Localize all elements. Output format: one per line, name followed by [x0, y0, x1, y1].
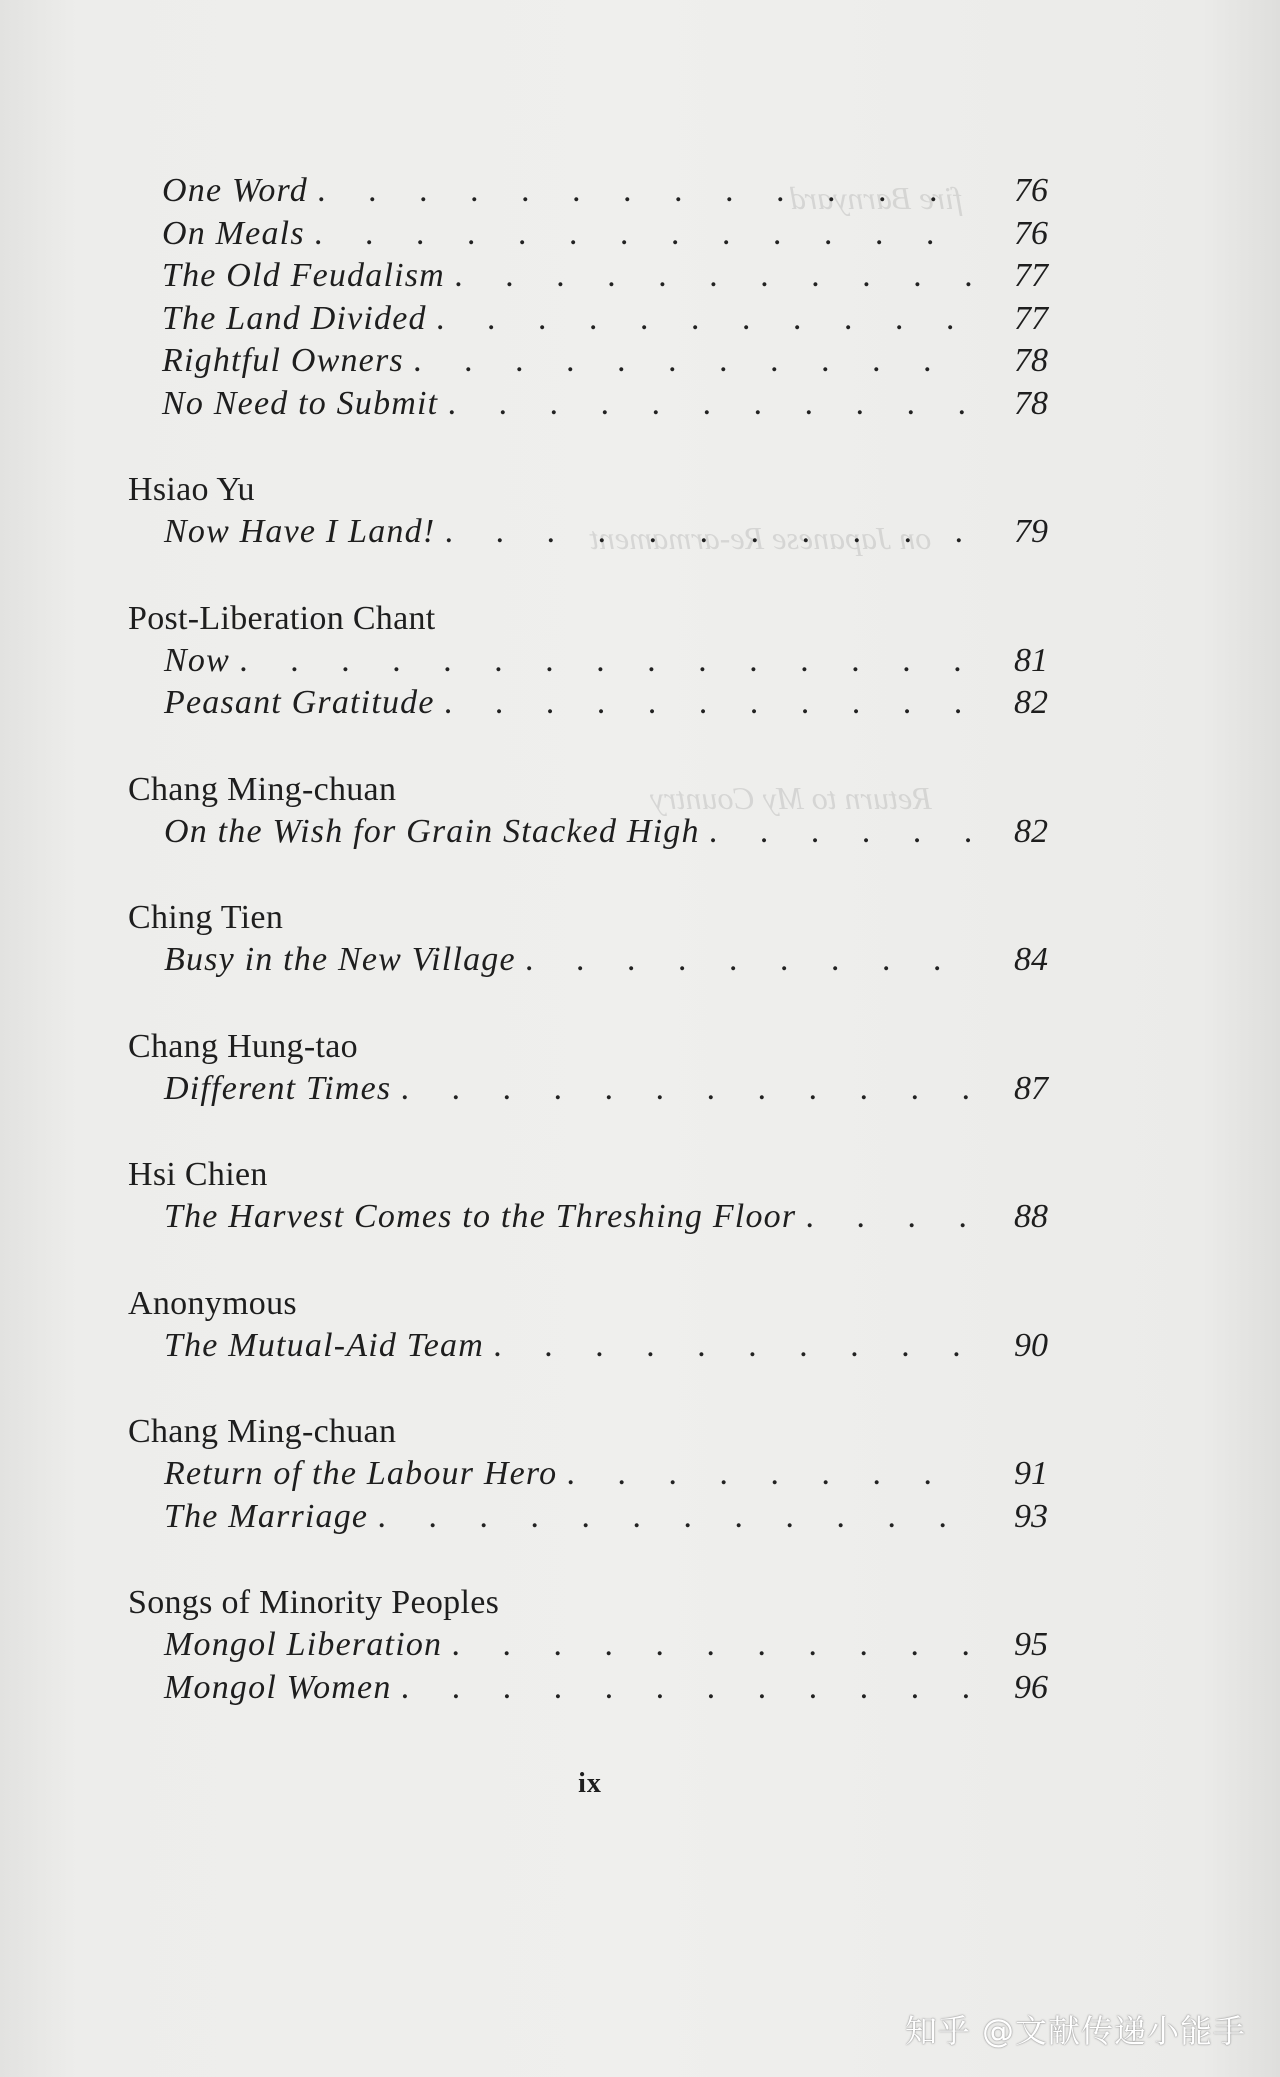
bleed-through-text: Return to My Country: [650, 780, 932, 816]
entry-page: 82: [1014, 812, 1048, 850]
entry-title: Now: [164, 641, 230, 679]
bleed-through-text: on Japanese Re-armament: [590, 520, 932, 556]
toc-entry[interactable]: [128, 1667, 1048, 1710]
entry-title: Busy in the New Village: [164, 941, 516, 978]
author-name: Chang Ming-chuan: [128, 770, 397, 808]
entry-page: 76: [1014, 214, 1048, 252]
toc-group-continued: [126, 170, 1048, 425]
entry-page: 81: [1014, 641, 1048, 679]
toc-entry[interactable]: [128, 1496, 1048, 1539]
entry-page: 79: [1014, 513, 1048, 550]
author-name: Hsiao Yu: [128, 471, 255, 508]
entry-page: 78: [1014, 342, 1048, 379]
entry-page: 87: [1014, 1069, 1048, 1107]
dot-leader: [455, 255, 976, 298]
toc-entry[interactable]: [126, 255, 1048, 298]
toc-entry[interactable]: [128, 682, 1048, 725]
dot-leader: [437, 298, 976, 341]
entry-title: Different Times: [164, 1069, 392, 1107]
dot-leader: [240, 640, 976, 683]
toc-group: [128, 598, 1048, 725]
toc-entry[interactable]: [128, 811, 1048, 854]
toc-entry[interactable]: [126, 383, 1048, 426]
dot-leader: [445, 511, 976, 554]
toc-entry[interactable]: [126, 213, 1048, 256]
entry-page: 91: [1014, 1455, 1048, 1492]
toc-entry[interactable]: [128, 939, 1048, 982]
table-of-contents: [128, 170, 1048, 1709]
entry-page: 96: [1014, 1668, 1048, 1706]
dot-leader: [378, 1496, 976, 1539]
entry-title: One Word: [162, 172, 308, 209]
dot-leader: [402, 1667, 976, 1710]
dot-leader: [318, 170, 976, 213]
entry-title: The Land Divided: [162, 299, 427, 337]
entry-title: Now Have I Land!: [164, 513, 436, 550]
dot-leader: [401, 1068, 976, 1111]
dot-leader: [494, 1325, 976, 1368]
toc-entry[interactable]: [128, 1068, 1048, 1111]
entry-page: 77: [1014, 257, 1048, 294]
entry-title: The Old Feudalism: [162, 257, 445, 294]
author-name: Anonymous: [128, 1284, 297, 1322]
dot-leader: [414, 340, 976, 383]
entry-title: On the Wish for Grain Stacked High: [164, 812, 700, 850]
toc-group: [128, 897, 1048, 982]
entry-page: 95: [1014, 1626, 1048, 1663]
dot-leader: [567, 1453, 976, 1496]
entry-page: 84: [1014, 941, 1048, 978]
entry-title: The Harvest Comes to the Threshing Floor: [164, 1198, 797, 1235]
entry-page: 76: [1014, 172, 1048, 209]
toc-entry[interactable]: [126, 298, 1048, 341]
toc-entry[interactable]: [126, 170, 1048, 213]
toc-entry[interactable]: [128, 1453, 1048, 1496]
entry-title: Mongol Women: [164, 1668, 392, 1706]
toc-group: [128, 1283, 1048, 1368]
toc-group: [128, 1411, 1048, 1538]
dot-leader: [806, 1196, 976, 1239]
toc-group: [128, 1582, 1048, 1709]
entry-title: The Marriage: [164, 1497, 369, 1535]
dot-leader: [526, 939, 976, 982]
entry-title: No Need to Submit: [162, 384, 439, 422]
dot-leader: [315, 213, 976, 256]
entry-title: Rightful Owners: [162, 342, 404, 379]
author-name: Ching Tien: [128, 899, 284, 936]
toc-entry[interactable]: [128, 1196, 1048, 1239]
entry-title: Peasant Gratitude: [164, 684, 435, 721]
author-name: Chang Ming-chuan: [128, 1413, 397, 1450]
toc-group: [128, 769, 1048, 854]
toc-entry[interactable]: [128, 1325, 1048, 1368]
toc-entry[interactable]: [128, 511, 1048, 554]
dot-leader: [710, 811, 976, 854]
dot-leader: [445, 682, 976, 725]
author-name: Post-Liberation Chant: [128, 599, 436, 637]
entry-page: 88: [1014, 1198, 1048, 1235]
author-name: Chang Hung-tao: [128, 1027, 358, 1065]
page-folio: ix: [578, 1768, 602, 1799]
entry-title: The Mutual-Aid Team: [164, 1326, 484, 1364]
toc-entry[interactable]: [128, 1624, 1048, 1667]
bleed-through-text: fire Barnyard: [790, 180, 963, 216]
toc-entry[interactable]: [128, 640, 1048, 683]
entry-page: 78: [1014, 384, 1048, 422]
entry-page: 93: [1014, 1497, 1048, 1535]
toc-entry[interactable]: [126, 340, 1048, 383]
author-name: Songs of Minority Peoples: [128, 1584, 500, 1621]
entry-page: 77: [1014, 299, 1048, 337]
entry-page: 82: [1014, 684, 1048, 721]
entry-title: On Meals: [162, 214, 305, 252]
entry-page: 90: [1014, 1326, 1048, 1364]
entry-title: Mongol Liberation: [164, 1626, 443, 1663]
dot-leader: [452, 1624, 976, 1667]
toc-group: [128, 1154, 1048, 1239]
toc-group: [128, 1026, 1048, 1111]
watermark: 知乎 @文献传递小能手: [904, 2012, 1246, 2050]
toc-group: [128, 469, 1048, 554]
entry-title: Return of the Labour Hero: [164, 1455, 558, 1492]
dot-leader: [448, 383, 976, 426]
author-name: Hsi Chien: [128, 1156, 268, 1193]
